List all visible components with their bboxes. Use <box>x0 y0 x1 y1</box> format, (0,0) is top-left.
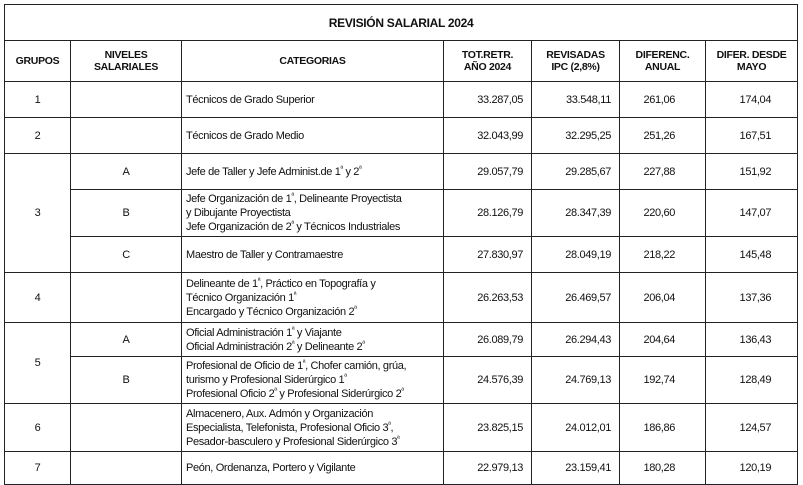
categoria-cell: Técnicos de Grado Medio <box>182 118 444 154</box>
categoria-cell: Jefe Organización de $1^ª$, Delineante Proyectista y Dibujante Proyectista Jefe Organización de $2^ª$ y Técnicos Industriales <box>182 190 444 237</box>
header-grupos: GRUPOS <box>5 41 71 82</box>
tot-retr-cell: 22.979,13 <box>444 452 532 485</box>
header-diferenc: DIFERENC. ANUAL <box>620 41 706 82</box>
categoria-cell: Técnicos de Grado Superior <box>182 82 444 118</box>
difer-mayo-cell: 137,36 <box>706 273 798 323</box>
revisadas-cell: 26.469,57 <box>532 273 620 323</box>
nivel-cell <box>71 118 182 154</box>
diferenc-cell: 251,26 <box>620 118 706 154</box>
difer-mayo-cell: 174,04 <box>706 82 798 118</box>
diferenc-cell: 220,60 <box>620 190 706 237</box>
diferenc-cell: 261,06 <box>620 82 706 118</box>
grupo-cell: 1 <box>5 82 71 118</box>
tot-retr-cell: 29.057,79 <box>444 154 532 190</box>
salary-revision-table <box>4 4 798 485</box>
revisadas-cell: 29.285,67 <box>532 154 620 190</box>
tot-retr-cell: 26.263,53 <box>444 273 532 323</box>
diferenc-cell: 186,86 <box>620 404 706 452</box>
categoria-cell: Maestro de Taller y Contramaestre <box>182 237 444 273</box>
nivel-cell: B <box>71 190 182 237</box>
categoria-cell: Oficial Administración $1^ª$ y Viajante Oficial Administración $2^ª$ y Delineante $2^ª$ <box>182 323 444 357</box>
header-difer-desde: DIFER. DESDE MAYO <box>706 41 798 82</box>
revisadas-cell: 26.294,43 <box>532 323 620 357</box>
tot-retr-cell: 27.830,97 <box>444 237 532 273</box>
table-row <box>5 404 798 452</box>
table-row <box>5 323 798 357</box>
revisadas-cell: 24.769,13 <box>532 357 620 404</box>
difer-mayo-cell: 128,49 <box>706 357 798 404</box>
categoria-cell: Profesional de Oficio de $1^ª$, Chofer camión, grúa, turismo y Profesional Siderúrgico $1^ª$ Profesional Oficio $2^ª$ y Profesional Siderúrgico $2^ª$ <box>182 357 444 404</box>
revisadas-cell: 23.159,41 <box>532 452 620 485</box>
nivel-cell <box>71 452 182 485</box>
difer-mayo-cell: 147,07 <box>706 190 798 237</box>
tot-retr-cell: 23.825,15 <box>444 404 532 452</box>
header-niveles: NIVELES SALARIALES <box>71 41 182 82</box>
diferenc-cell: 180,28 <box>620 452 706 485</box>
tot-retr-cell: 33.287,05 <box>444 82 532 118</box>
difer-mayo-cell: 136,43 <box>706 323 798 357</box>
difer-mayo-cell: 167,51 <box>706 118 798 154</box>
table-row <box>5 82 798 118</box>
grupo-cell: 5 <box>5 323 71 404</box>
table-row <box>5 190 798 237</box>
categoria-cell: Peón, Ordenanza, Portero y Vigilante <box>182 452 444 485</box>
tot-retr-cell: 26.089,79 <box>444 323 532 357</box>
difer-mayo-cell: 124,57 <box>706 404 798 452</box>
table-row <box>5 357 798 404</box>
revisadas-cell: 28.347,39 <box>532 190 620 237</box>
table-title: REVISIÓN SALARIAL 2024 <box>5 5 798 41</box>
header-categorias: CATEGORIAS <box>182 41 444 82</box>
categoria-cell: Almacenero, Aux. Admón y Organización Especialista, Telefonista, Profesional Oficio $3^ª$, Pesador-basculero y Profesional Siderúrgico $3^ª$ <box>182 404 444 452</box>
table-row <box>5 237 798 273</box>
header-revisadas: REVISADAS IPC (2,8%) <box>532 41 620 82</box>
nivel-cell <box>71 404 182 452</box>
grupo-cell: 4 <box>5 273 71 323</box>
revisadas-cell: 32.295,25 <box>532 118 620 154</box>
categoria-cell: Jefe de Taller y Jefe Administ.de $1^ª$ y $2^ª$ <box>182 154 444 190</box>
table-row <box>5 273 798 323</box>
nivel-cell <box>71 82 182 118</box>
difer-mayo-cell: 120,19 <box>706 452 798 485</box>
diferenc-cell: 227,88 <box>620 154 706 190</box>
diferenc-cell: 204,64 <box>620 323 706 357</box>
nivel-cell: C <box>71 237 182 273</box>
revisadas-cell: 33.548,11 <box>532 82 620 118</box>
tot-retr-cell: 24.576,39 <box>444 357 532 404</box>
categoria-cell: Delineante de $1^ª$, Práctico en Topografía y Técnico Organización $1^ª$ Encargado y Técnico Organización $2^ª$ <box>182 273 444 323</box>
table-row <box>5 452 798 485</box>
diferenc-cell: 218,22 <box>620 237 706 273</box>
diferenc-cell: 192,74 <box>620 357 706 404</box>
table-row <box>5 154 798 190</box>
header-tot-retr: TOT.RETR. AÑO 2024 <box>444 41 532 82</box>
tot-retr-cell: 28.126,79 <box>444 190 532 237</box>
grupo-cell: 7 <box>5 452 71 485</box>
grupo-cell: 6 <box>5 404 71 452</box>
nivel-cell <box>71 273 182 323</box>
grupo-cell: 2 <box>5 118 71 154</box>
diferenc-cell: 206,04 <box>620 273 706 323</box>
grupo-cell: 3 <box>5 154 71 273</box>
revisadas-cell: 28.049,19 <box>532 237 620 273</box>
table-row <box>5 118 798 154</box>
nivel-cell: B <box>71 357 182 404</box>
revisadas-cell: 24.012,01 <box>532 404 620 452</box>
tot-retr-cell: 32.043,99 <box>444 118 532 154</box>
difer-mayo-cell: 145,48 <box>706 237 798 273</box>
difer-mayo-cell: 151,92 <box>706 154 798 190</box>
nivel-cell: A <box>71 154 182 190</box>
nivel-cell: A <box>71 323 182 357</box>
